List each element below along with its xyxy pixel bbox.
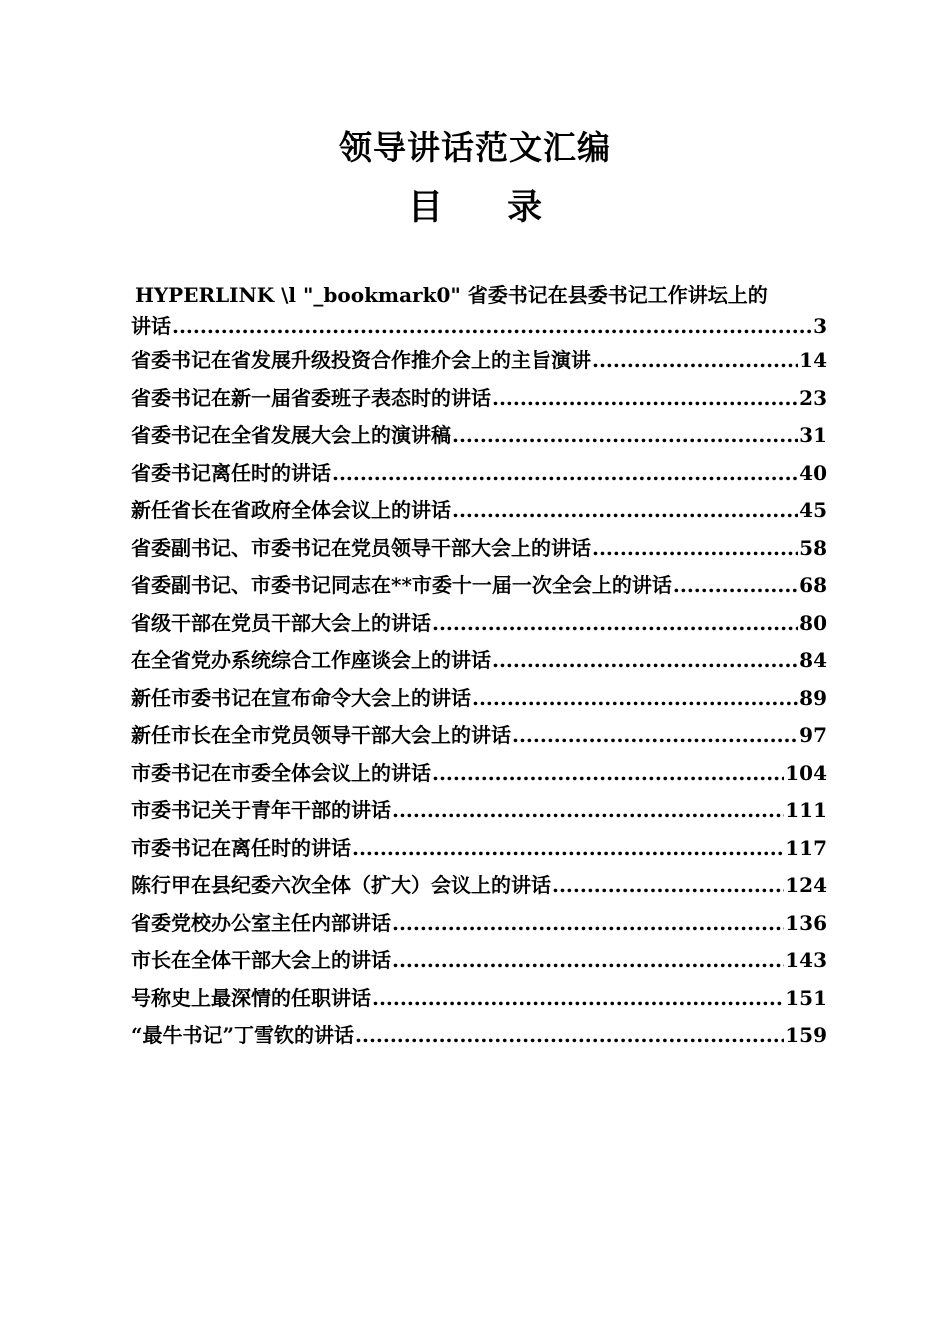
toc-entry-page[interactable]: 136 — [785, 910, 827, 935]
toc-entry-title[interactable]: 省委书记在全省发展大会上的演讲稿 — [131, 423, 451, 447]
dot-leader — [592, 342, 798, 380]
toc-entry-title[interactable]: 市委书记在离任时的讲话 — [131, 835, 351, 860]
toc-entry-row[interactable] — [131, 455, 827, 493]
toc-entry-page[interactable]: 40 — [799, 460, 827, 485]
dot-leader — [592, 530, 798, 568]
dot-leader — [172, 311, 812, 342]
toc-entry-row[interactable] — [131, 492, 827, 530]
table-of-contents — [131, 280, 827, 1055]
toc-entry-row[interactable] — [131, 792, 827, 830]
toc-entry-title[interactable]: 新任市委书记在宣布命令大会上的讲话 — [131, 685, 471, 710]
toc-entry-page[interactable]: 97 — [799, 723, 827, 747]
dot-leader — [392, 792, 784, 830]
toc-entry-title[interactable]: 省级干部在党员干部大会上的讲话 — [131, 610, 431, 635]
toc-entry-title[interactable]: 省委副书记、市委书记在党员领导干部大会上的讲话 — [131, 535, 591, 560]
toc-entry-page[interactable]: 143 — [785, 948, 827, 972]
dot-leader — [352, 830, 784, 868]
toc-entry-row[interactable] — [131, 530, 827, 568]
toc-entry-page[interactable]: 124 — [785, 873, 827, 897]
dot-leader — [332, 455, 798, 493]
toc-entry-first-line[interactable]: HYPERLINK \l "_bookmark0" 省委书记在县委书记工作讲坛上的 — [135, 283, 768, 307]
toc-entry-row[interactable] — [131, 342, 827, 380]
dot-leader — [372, 980, 784, 1018]
dot-leader — [432, 605, 798, 643]
dot-leader — [472, 680, 798, 718]
toc-entry-title[interactable]: 省委书记在新一届省委班子表态时的讲话 — [131, 385, 491, 410]
dot-leader — [355, 1017, 784, 1055]
toc-entry-row[interactable] — [131, 755, 827, 793]
toc-entry-row[interactable] — [131, 311, 827, 342]
toc-entry-row[interactable] — [131, 567, 827, 605]
toc-entry-page[interactable]: 84 — [799, 648, 827, 672]
toc-entry-row[interactable] — [131, 905, 827, 943]
dot-leader — [492, 642, 798, 680]
toc-entry-row[interactable] — [131, 717, 827, 755]
toc-entry-row[interactable] — [131, 942, 827, 980]
toc-entry-page[interactable]: 31 — [799, 423, 827, 447]
toc-entry-page[interactable]: 80 — [799, 610, 827, 635]
dot-leader — [452, 492, 798, 530]
dot-leader — [492, 380, 798, 418]
toc-entry-page[interactable]: 45 — [799, 498, 827, 522]
toc-entry-page[interactable]: 68 — [799, 573, 827, 597]
toc-entry-page[interactable]: 58 — [799, 535, 827, 560]
toc-entry-row[interactable] — [131, 980, 827, 1018]
toc-entry-page[interactable]: 117 — [785, 835, 827, 860]
toc-entry-title[interactable]: 省委书记离任时的讲话 — [131, 460, 331, 485]
toc-entry-title[interactable]: 号称史上最深情的任职讲话 — [131, 985, 371, 1010]
toc-entry-page[interactable]: 23 — [799, 385, 827, 410]
dot-leader — [452, 417, 798, 455]
dot-leader — [552, 867, 784, 905]
dot-leader — [512, 717, 798, 755]
toc-entry-page[interactable]: 159 — [785, 1023, 827, 1047]
toc-entry-row[interactable] — [131, 1017, 827, 1055]
toc-heading — [0, 186, 950, 230]
toc-entry-row[interactable] — [131, 830, 827, 868]
toc-entry-title[interactable]: 市长在全体干部大会上的讲话 — [131, 948, 391, 972]
dot-leader — [392, 905, 784, 943]
toc-entry-page[interactable]: 89 — [799, 685, 827, 710]
toc-entry-page[interactable]: 3 — [813, 314, 827, 338]
toc-entry-row[interactable] — [131, 642, 827, 680]
toc-entry-title[interactable]: 市委书记在市委全体会议上的讲话 — [131, 760, 431, 785]
toc-entry-title[interactable]: 省委书记在省发展升级投资合作推介会上的主旨演讲 — [131, 348, 591, 372]
toc-entry-title[interactable]: 在全省党办系统综合工作座谈会上的讲话 — [131, 648, 491, 672]
dot-leader — [392, 942, 784, 980]
toc-entry-row[interactable] — [131, 605, 827, 643]
dot-leader — [673, 567, 798, 605]
toc-entry-row[interactable] — [131, 380, 827, 418]
toc-entry-page[interactable]: 14 — [799, 348, 827, 372]
toc-entry-first[interactable] — [131, 280, 827, 342]
toc-entry-row[interactable] — [131, 680, 827, 718]
toc-entry-title[interactable]: 新任市长在全市党员领导干部大会上的讲话 — [131, 723, 511, 747]
toc-entry-page[interactable]: 151 — [785, 985, 827, 1010]
toc-heading-part: 目 — [407, 187, 443, 228]
dot-leader — [432, 755, 784, 793]
toc-entry-title[interactable]: 陈行甲在县纪委六次全体（扩大）会议上的讲话 — [131, 873, 551, 897]
toc-entry-title[interactable]: “最牛书记”丁雪钦的讲话 — [131, 1023, 355, 1047]
toc-entry-title[interactable]: 市委书记关于青年干部的讲话 — [131, 798, 391, 822]
toc-entry-title[interactable]: 省委党校办公室主任内部讲话 — [131, 910, 391, 935]
document-title: 领导讲话范文汇编 — [339, 128, 611, 167]
toc-entry-title[interactable]: 省委副书记、市委书记同志在**市委十一届一次全会上的讲话 — [131, 573, 672, 597]
toc-entry-page[interactable]: 111 — [785, 798, 827, 822]
toc-entry-title[interactable]: 讲话 — [131, 314, 171, 338]
toc-entry-page[interactable]: 104 — [785, 760, 827, 785]
toc-entry-row[interactable] — [131, 417, 827, 455]
toc-entry-title[interactable]: 新任省长在省政府全体会议上的讲话 — [131, 498, 451, 522]
toc-entry-row[interactable] — [131, 867, 827, 905]
toc-heading-part: 录 — [507, 187, 543, 228]
toc-entry-list — [131, 342, 827, 1055]
